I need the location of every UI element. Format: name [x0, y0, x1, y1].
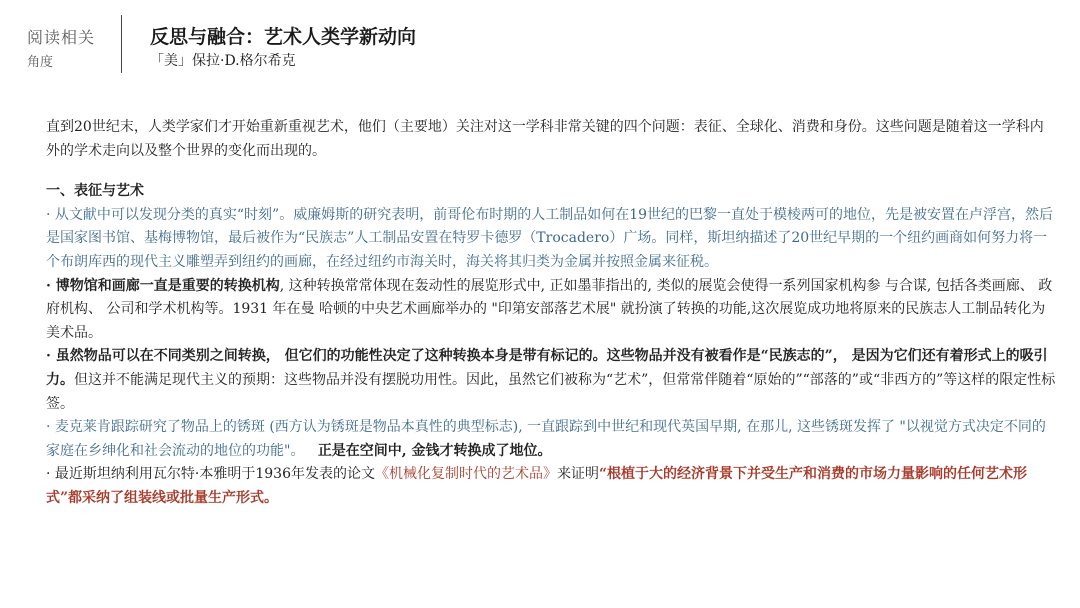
paragraph-1: · 从文献中可以发现分类的真实“时刻”。威廉姆斯的研究表明，前哥伦布时期的人工制品如何在19世纪的巴黎一直处于模棱两可的地位，先是被安置在卢浮宫，然后是国家图书馆、基梅博物馆，最后被作为“民族志”人工制品安置在特罗卡德罗（Trocadero）广场。同样，斯坦纳描述了20世纪早期的一个纽约画商如何努力将一个布朗库西的现代主义雕塑弄到纽约的画廊，在经过纽约市海关时，海关将其归类为金属并按照金属来征税。 [46, 206, 1054, 270]
body-text [46, 116, 1056, 511]
paragraph-3 [46, 345, 1056, 416]
paragraph-5-quote: “根植于大的经济背景下并受生产和消费的市场力量影响的任何艺术形式”都采纳了组装线或批量生产形式。 [46, 466, 1028, 506]
page-title: 反思与融合：艺术人类学新动向 [150, 26, 417, 48]
paragraph-2 [46, 275, 1056, 346]
paragraph-5-book-title: 《机械化复制时代的艺术品》 [374, 466, 557, 483]
paragraph-4-text: · 麦克莱肯跟踪研究了物品上的锈斑 (西方认为锈斑是物品本真性的典型标志), 一直跟踪到中世纪和现代英国早期, 在那儿, 这些锈斑发挥了 "以视觉方式决定不同的家庭在乡绅化和社会流动的地位的功能"。 [46, 419, 1046, 459]
header-divider [121, 15, 122, 73]
paragraph-4 [46, 416, 1056, 463]
section-title: 一、表征与艺术 [46, 183, 144, 200]
paragraph-3-emphasis: · 虽然物品可以在不同类别之间转换， 但它们的功能性决定了这种转换本身是带有标记的。这些物品并没有被看作是“民族志的”， 是因为它们还有着形式上的吸引力。 [46, 348, 1048, 388]
paragraph-4-emphasis: 正是在空间中, 金钱才转换成了地位。 [317, 442, 552, 459]
paragraph-5 [46, 463, 1056, 510]
paragraph-2-text: , 这种转换常常体现在轰动性的展览形式中, 正如墨菲指出的, 类似的展览会使得一系列国家机构参 与合谋, 包括各类画廊、 政府机构、 公司和学术机构等。1931 年在曼 哈顿的中央艺术画廊举办的 "印第安部落艺术展" 就扮演了转换的功能,这次展览成功地将原来的民族志人工制品转化为美术品。 [46, 277, 1053, 341]
header [0, 0, 1080, 80]
paragraph-3-text: 但这并不能满足现代主义的预期：这些物品并没有摆脱功用性。因此，虽然它们被称为“艺术”，但常常伴随着“原始的”“部落的”或“非西方的”等这样的限定性标签。 [46, 371, 1056, 412]
intro-paragraph: 直到20世纪末，人类学家们才开始重新重视艺术，他们（主要地）关注对这一学科非常关键的四个问题：表征、全球化、消费和身份。这些问题是随着这一学科内外的学术走向以及整个世界的变化而出现的。 [46, 119, 1044, 159]
subcategory-label: 角度 [27, 55, 54, 70]
paragraph-2-emphasis: · 博物馆和画廊一直是重要的转换机构 [46, 277, 280, 294]
paragraph-5-text: · 最近斯坦纳利用瓦尔特·本雅明于1936年发表的论文 [46, 466, 375, 483]
paragraph-5-text-2: 来证明 [556, 466, 599, 483]
category-label: 阅读相关 [27, 28, 96, 47]
author-line: 「美」保拉·D.格尔希克 [150, 53, 296, 69]
